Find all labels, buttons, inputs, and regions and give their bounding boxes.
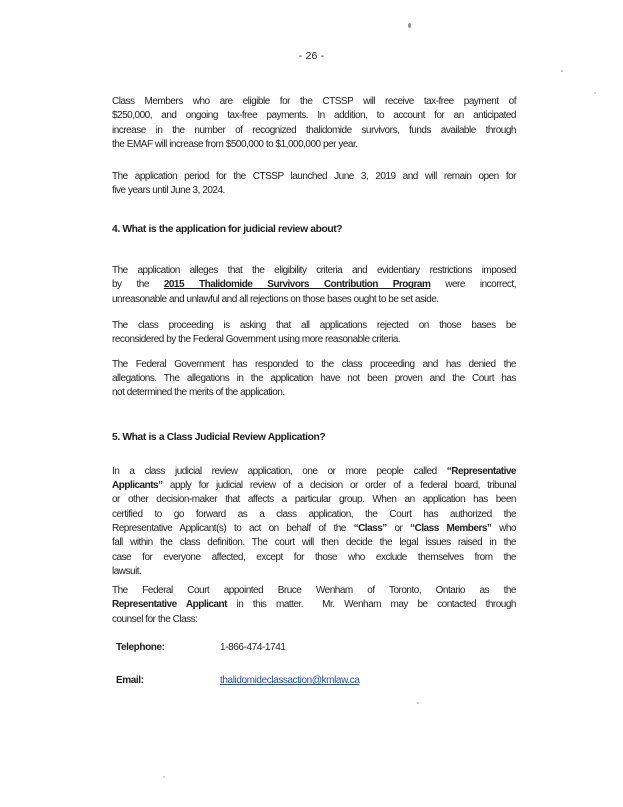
text-line <box>112 124 516 138</box>
scan-speck <box>594 92 596 94</box>
text-line <box>112 522 516 536</box>
text-run: Class Members who are eligible for the CTSSP will receive tax-free payment of <box>112 96 516 107</box>
text-line <box>112 508 516 522</box>
text-run: 4. What is the application for judicial review about? <box>112 223 343 235</box>
text-line <box>112 109 516 123</box>
text-run: counsel for the Class: <box>112 613 198 625</box>
text-line <box>112 479 516 493</box>
text-line <box>112 184 516 198</box>
text-run: or <box>386 522 411 534</box>
email-link[interactable]: thalidomideclassaction@kmlaw.ca <box>220 675 360 687</box>
text-run: 5. What is a Class Judicial Review Application? <box>112 432 326 444</box>
text-run: five years until June 3, 2024. <box>112 185 225 197</box>
paragraph <box>112 465 516 579</box>
text-line <box>112 536 516 550</box>
text-line <box>112 319 516 333</box>
text-run: “Class Members” <box>410 522 492 534</box>
text-line <box>112 223 516 237</box>
paragraph <box>112 95 516 152</box>
text-line <box>112 138 516 152</box>
text-run: 2015 Thalidomide Survivors Contribution Program <box>163 279 431 291</box>
text-run: not determined the merits of the application. <box>112 387 285 399</box>
text-run: The class proceeding is asking that all applications rejected on those bases be <box>112 319 516 331</box>
text-run: The application period for the CTSSP launched June 3, 2019 and will remain open for <box>112 171 516 183</box>
text-line <box>112 170 516 184</box>
text-run: $250,000, and ongoing tax-free payments. In addition, to account for an anticipated <box>112 110 516 122</box>
text-line <box>112 386 516 400</box>
text-line <box>112 278 516 292</box>
text-line <box>112 584 516 598</box>
paragraph <box>112 319 516 348</box>
text-run: In a class judicial review application, one or more people called <box>112 465 447 477</box>
telephone-label: Telephone: <box>116 642 165 654</box>
scan-speck <box>417 702 419 704</box>
text-run: unreasonable and unlawful and all rejections on those bases ought to be set aside. <box>112 293 439 305</box>
contact-row-telephone <box>112 641 516 655</box>
text-line <box>112 613 516 627</box>
text-run: allegations. The allegations in the application have not been proven and the Court has <box>112 372 516 384</box>
text-run: fall within the class definition. The court will then decide the legal issues raised in the <box>112 537 516 549</box>
section-heading <box>112 431 516 445</box>
paragraph <box>112 170 516 199</box>
section-heading <box>112 223 516 237</box>
telephone-value: 1-866-474-1741 <box>220 642 286 654</box>
text-line <box>112 358 516 372</box>
text-run: “Representative <box>446 465 516 477</box>
email-label: Email: <box>116 675 144 687</box>
text-line <box>112 431 516 445</box>
text-line <box>112 264 516 278</box>
page-number: - 26 - <box>298 50 325 62</box>
text-line <box>112 598 516 612</box>
contact-row-email <box>112 674 516 688</box>
text-run: apply for judicial review of a decision or order of a federal board, tribunal <box>162 480 516 492</box>
contact-block <box>112 641 516 689</box>
scan-speck <box>408 23 411 28</box>
text-run: Applicants” <box>112 480 163 492</box>
paragraph <box>112 584 516 627</box>
text-line <box>112 293 516 307</box>
text-run: in this matter. Mr. Wenham may be contacted through <box>226 599 516 611</box>
text-column <box>112 95 516 689</box>
text-run: The Federal Court appointed Bruce Wenham of Toronto, Ontario as the <box>112 585 516 597</box>
text-run: lawsuit. <box>112 565 142 577</box>
document-body <box>112 95 516 627</box>
text-run: by the <box>112 279 164 291</box>
text-run: the EMAF will increase from $500,000 to $1,000,000 per year. <box>112 138 358 150</box>
text-line <box>112 372 516 386</box>
text-line <box>112 493 516 507</box>
text-run: “Class” <box>353 522 387 534</box>
text-run: case for everyone affected, except for those who exclude themselves from the <box>112 551 516 563</box>
text-run: reconsidered by the Federal Government using more reasonable criteria. <box>112 334 401 346</box>
text-run: increase in the number of recognized thalidomide survivors, funds available through <box>112 124 516 136</box>
text-run: or other decision-maker that affects a particular group. When an application has been <box>112 494 516 506</box>
scan-speck <box>163 776 165 778</box>
text-line <box>112 565 516 579</box>
text-run: Representative Applicant(s) to act on behalf of the <box>112 522 354 534</box>
paragraph <box>112 264 516 307</box>
text-line <box>112 333 516 347</box>
text-run: certified to go forward as a class application, the Court has authorized the <box>112 508 516 520</box>
text-run: Representative Applicant <box>112 599 227 611</box>
text-line <box>112 95 516 109</box>
paragraph <box>112 358 516 401</box>
text-run: were incorrect, <box>430 279 516 291</box>
text-line <box>112 465 516 479</box>
text-run: The application alleges that the eligibility criteria and evidentiary restrictions imposed <box>112 265 516 277</box>
scan-speck <box>561 70 563 72</box>
text-line <box>112 551 516 565</box>
text-run: The Federal Government has responded to the class proceeding and has denied the <box>112 358 516 370</box>
text-run: who <box>491 522 516 534</box>
